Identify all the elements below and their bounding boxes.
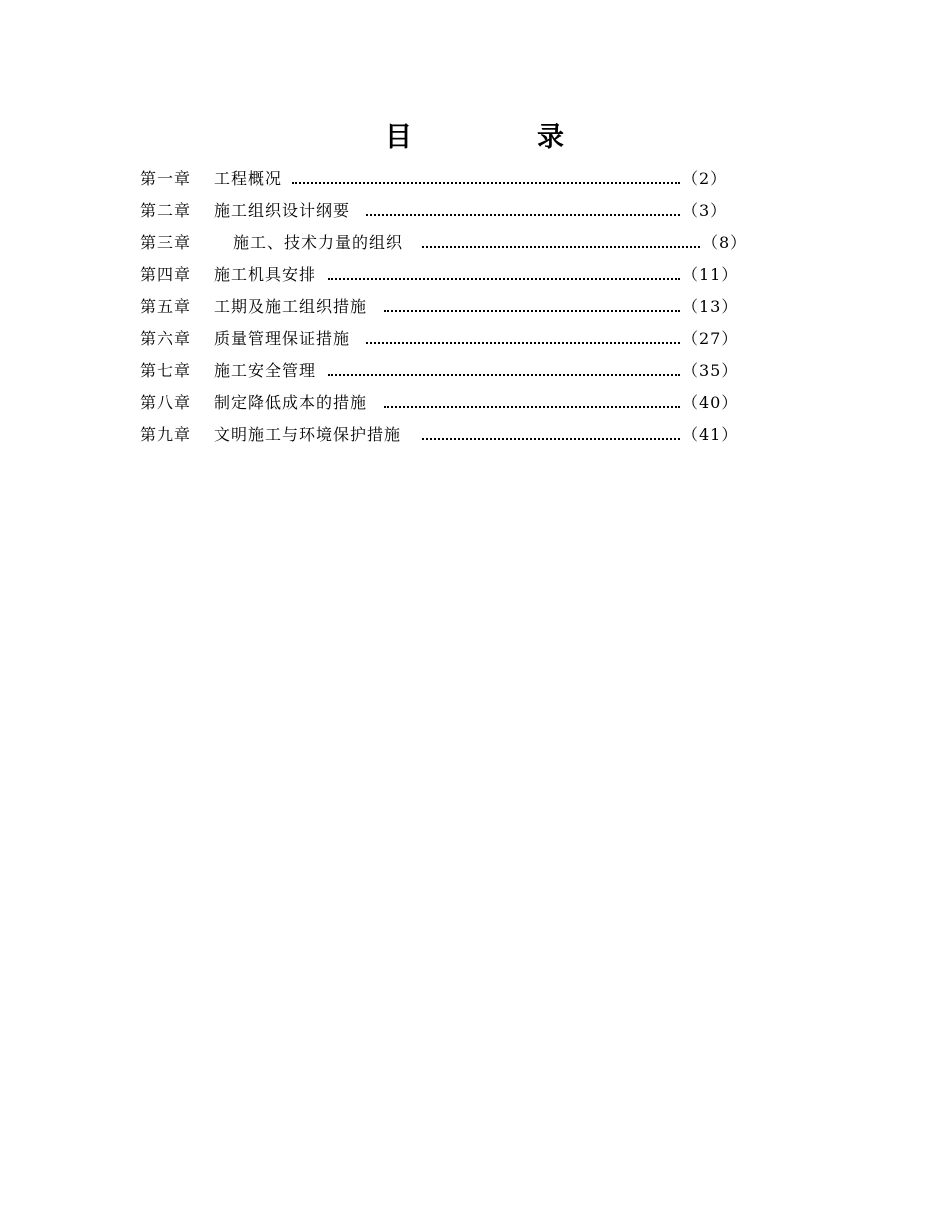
toc-chapter-title: 工程概况 [214,166,282,192]
toc-heading-char-2: 录 [537,122,564,153]
toc-leader-dots [328,374,680,376]
toc-chapter-number: 第四章 [140,265,192,284]
toc-chapter-title: 工期及施工组织措施 [214,294,367,320]
toc-chapter-number: 第一章 [140,169,192,188]
toc-page-number: （2） [682,169,728,188]
toc-chapter-title: 施工、技术力量的组织 [233,230,403,256]
toc-chapter-number: 第七章 [140,361,192,380]
toc-entry-6[interactable] [140,326,760,358]
toc-heading [0,118,950,158]
toc-page-number: （40） [682,393,739,412]
toc-entry-7[interactable] [140,358,760,390]
toc-chapter-number: 第五章 [140,297,192,316]
toc-page-number: （8） [702,233,748,252]
toc-chapter-title: 制定降低成本的措施 [214,390,367,416]
toc-chapter-title: 施工组织设计纲要 [214,198,350,224]
toc-leader-dots [384,406,680,408]
toc-chapter-title: 施工机具安排 [214,262,316,288]
toc-leader-dots [384,310,680,312]
toc-entry-9[interactable] [140,422,760,454]
toc-entry-5[interactable] [140,294,760,326]
toc-entry-8[interactable] [140,390,760,422]
toc-chapter-number: 第六章 [140,329,192,348]
toc-page-number: （41） [682,425,739,444]
toc-chapter-title: 施工安全管理 [214,358,316,384]
toc-leader-dots [422,438,680,440]
toc-chapter-title: 质量管理保证措施 [214,326,350,352]
toc-list [140,166,760,454]
toc-leader-dots [366,342,680,344]
toc-page-number: （3） [682,201,728,220]
toc-chapter-title: 文明施工与环境保护措施 [214,422,401,448]
toc-leader-dots [292,182,680,184]
toc-page-number: （11） [682,265,739,284]
toc-heading-char-1: 目 [385,122,412,153]
toc-leader-dots [328,278,680,280]
toc-page-number: （35） [682,361,739,380]
toc-chapter-number: 第三章 [140,233,192,252]
toc-leader-dots [422,246,700,248]
toc-leader-dots [366,214,680,216]
toc-entry-4[interactable] [140,262,760,294]
toc-page-number: （13） [682,297,739,316]
toc-chapter-number: 第二章 [140,201,192,220]
toc-entry-1[interactable] [140,166,760,198]
toc-chapter-number: 第八章 [140,393,192,412]
toc-entry-3[interactable] [140,230,760,262]
toc-page-number: （27） [682,329,739,348]
toc-entry-2[interactable] [140,198,760,230]
toc-chapter-number: 第九章 [140,425,192,444]
